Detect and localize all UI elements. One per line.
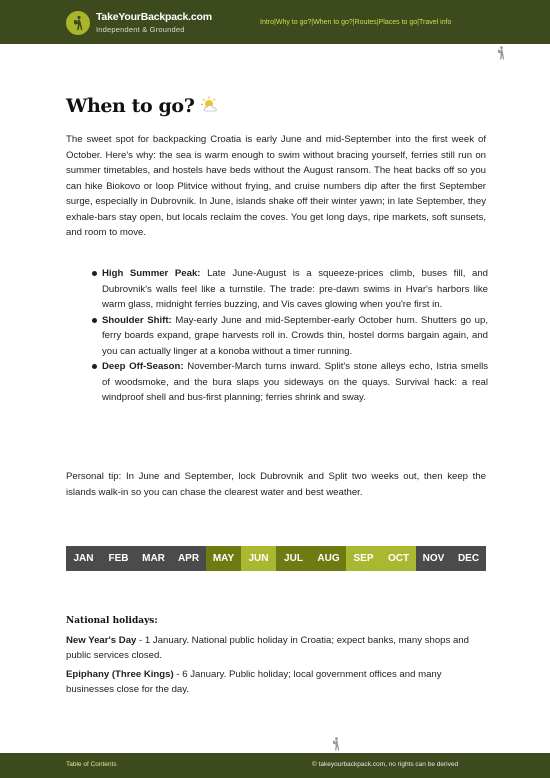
footer-bar	[0, 753, 550, 778]
month-cell-jun: JUN	[241, 546, 276, 571]
nav-separator: |	[417, 19, 419, 26]
season-item-shoulder	[102, 313, 488, 360]
month-cell-aug: AUG	[311, 546, 346, 571]
season-text: November-March turns inward. Split's stone alleys echo, Istria smells of woodsmoke, and the bura slaps you sideways on the quays. Survival hack: a real windproof shell and bus-first planning; ferries shrink and sway.	[102, 361, 489, 403]
nav-link-travel-info[interactable]: Travel info	[419, 19, 452, 26]
holiday-text: - 1 January. National public holiday in Croatia; expect banks, many shops and public services closed.	[66, 635, 469, 661]
holidays-heading: National holidays:	[66, 616, 158, 626]
season-label: Shoulder Shift:	[102, 314, 172, 326]
holiday-item	[66, 633, 486, 663]
hiker-icon	[496, 46, 506, 65]
month-cell-nov: NOV	[416, 546, 451, 571]
nav-link-when-to-go[interactable]: When to go?	[313, 19, 353, 26]
month-cell-may: MAY	[206, 546, 241, 571]
title-row	[66, 94, 220, 117]
month-strip	[66, 546, 486, 571]
holiday-item	[66, 667, 486, 697]
season-label: Deep Off-Season:	[102, 361, 184, 372]
season-item-off-season	[102, 359, 488, 406]
nav-separator: |	[311, 19, 314, 26]
season-text: Late June-August is a squeeze-prices climb, buses fill, and Dubrovnik's walls feel like a turnstile. The trade: pre-dawn swims in Hvar's harbors like warm glass, midnight ferries buzzing, and Vis caves glowing when you're first in.	[102, 268, 488, 310]
month-cell-jul: JUL	[276, 546, 311, 571]
season-list	[102, 266, 488, 406]
season-item-high-summer	[102, 266, 488, 313]
month-cell-mar: MAR	[136, 546, 171, 571]
holiday-name: New Year's Day	[66, 635, 137, 646]
top-nav	[260, 19, 451, 26]
nav-separator: |	[376, 19, 379, 26]
nav-link-intro[interactable]: Intro	[260, 19, 275, 26]
brand-name[interactable]: TakeYourBackpack.com	[96, 11, 212, 23]
backpacker-logo-icon[interactable]	[66, 11, 90, 35]
nav-link-routes[interactable]: Routes	[354, 19, 377, 26]
nav-separator: |	[352, 19, 355, 26]
nav-link-why-to-go[interactable]: Why to go?	[275, 19, 312, 26]
month-cell-jan: JAN	[66, 546, 101, 571]
month-cell-dec: DEC	[451, 546, 486, 571]
month-cell-oct: OCT	[381, 546, 416, 571]
copyright-text: © takeyourbackpack.com, no rights can be derived	[312, 761, 459, 768]
month-cell-feb: FEB	[101, 546, 136, 571]
header-bar	[0, 0, 550, 44]
month-cell-apr: APR	[171, 546, 206, 571]
personal-tip: Personal tip: In June and September, lock Dubrovnik and Split two weeks out, then keep the islands walk-in so you can chase the clearest water and best weather.	[66, 471, 486, 498]
intro-paragraph: The sweet spot for backpacking Croatia is early June and mid-September into the first week of October. Here's why: the sea is warm enough to swim without bracing yourself, ferries still run on summer timetables, and hostels have beds without the August ransom. The heat backs off so you can hike Biokovo or loop Plitvice without frying, and cruise numbers dip after the first September surge, especially in Dubrovnik. In June, islands shake off their winter yawn; in late September, they exhale-bars stay open, but locals reclaim the coves. You get long days, ripe markets, soft sunsets, and room to move.	[66, 134, 486, 238]
month-cell-sep: SEP	[346, 546, 381, 571]
season-text: May-early June and mid-September-early October hum. Shutters go up, ferry boards expand, grape harvests roll in. Crowds thin, hostel dorms bargain again, and you can actually linger at a konoba without a timer running.	[102, 314, 489, 357]
sun-cloud-icon	[200, 96, 220, 117]
season-label: High Summer Peak:	[102, 268, 201, 279]
holiday-text: - 6 January. Public holiday; local government offices and many businesses close for the day.	[66, 669, 442, 695]
nav-link-places-to-go[interactable]: Places to go	[378, 19, 418, 26]
page-title: When to go?	[66, 94, 195, 117]
brand-tagline: Independent & Grounded	[96, 25, 185, 34]
holiday-name: Epiphany (Three Kings)	[66, 669, 174, 680]
table-of-contents-link[interactable]: Table of Contents	[66, 761, 117, 768]
nav-separator: |	[274, 19, 276, 26]
